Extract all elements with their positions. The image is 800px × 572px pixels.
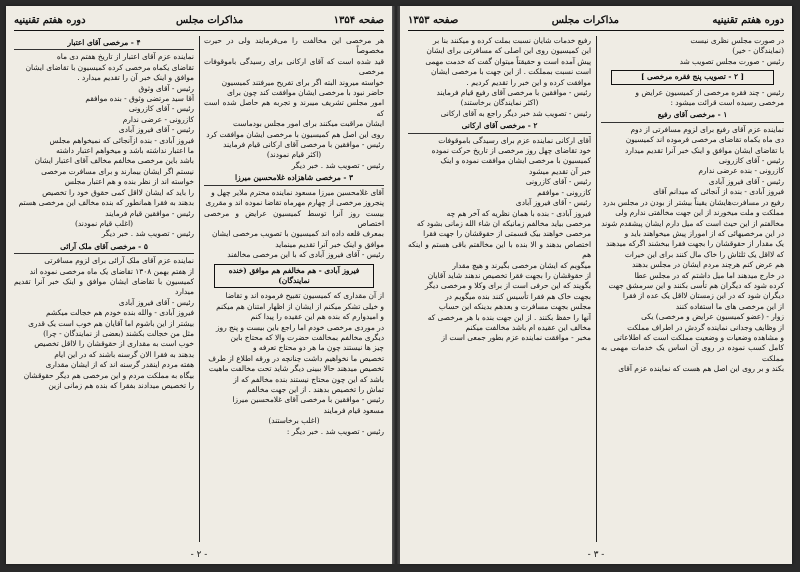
left-page-right-column	[204, 36, 384, 542]
text-line: کمیسیون با مرخصی ایشان موافقت نموده و اینک	[440, 156, 591, 166]
text-line: نماینده عزم آقای ملک آرائی برای لزوم مسافرتی	[44, 256, 194, 266]
text-line: این کمیسیون روی این اصلی که مسافرتی برای ایشان	[426, 46, 591, 56]
text-line: نماینده عزم آقای اعتبار از تاریخ هفتم دی ماه	[56, 52, 194, 62]
text-line: بدهند به فقرا الان گرسنه باشند که در این ایام	[54, 349, 194, 359]
text-line: است نسبت بمملکت . از این جهت با مرخصی ایشان	[431, 67, 591, 77]
text-line: هر مرخصی این مخالفت را می‌فرمایند ولی در حیرت مخصوصاً	[204, 36, 384, 56]
text-line: بیشتر از این باشوم اما آقایان هم خوب است یک قدری	[28, 318, 194, 328]
left-page-left-column	[14, 36, 194, 542]
text-line: مرخصی رسیده است قرائت میشود :	[670, 98, 784, 108]
text-line: رئیس - آقای کازرونی	[128, 104, 194, 114]
text-line: دیگران شود که در این زمستان لااقل یک عده از فقرا	[622, 291, 784, 301]
text-line: باشد باین مرخصی مخالفم مخالف آقای اعتبار ایشان	[34, 156, 194, 166]
text-line: از این مرخصی های ما استفاده کنند	[675, 301, 784, 311]
text-line: از هفتم بهمن ۱۳۰۸ تقاضای یک ماه مرخصی نموده اند	[29, 266, 194, 276]
section-heading: ۲ - مرخصی آقای ارکانی	[408, 121, 591, 133]
text-line: کازرونی - موافقم	[537, 187, 591, 197]
text-line: رئیس - تصویب شد . خبر دیگر	[291, 160, 384, 170]
left-session-title: دوره هفتم تقنینیه	[14, 14, 86, 26]
text-line: زوار - (عضو کمیسیون عرایض و مرخصی) یکی	[641, 312, 784, 322]
left-page-folio: - ۲ -	[190, 550, 208, 560]
text-line: روی این اصل هم کمیسیون با مرخصی ایشان موافقت کرد	[206, 129, 384, 139]
section-heading: ۵ - مرخصی آقای ملک آرائی	[14, 242, 194, 254]
text-line: پیش آمده است و حقیقتاً میتوان گفت که خدمت مهمی	[425, 56, 591, 66]
text-line: بمعرف قلعه داده اند کمیسیون با تصویب مرخصی ایشان	[212, 229, 384, 239]
text-line: رفیع خدمات شایان نسبت بملت کرده و میکنند بنا بر	[433, 36, 591, 45]
right-page-folio: - ۳ -	[587, 550, 605, 560]
text-line: رئیس - آقای فیروز آبادی	[118, 125, 194, 135]
text-line: ایشان مراقبت میکنند برای امور مجلس بودماست	[233, 119, 384, 129]
right-column-divider	[596, 36, 597, 542]
parenthetical-note: (اغلب برخاستند)	[268, 416, 320, 426]
boxed-heading: [ ۲ - تصویب پنج فقره مرخصی ]	[611, 70, 774, 84]
text-line: آقای ارکانی نماینده عزم برای رسیدگی باموقوفات	[438, 135, 591, 145]
left-page-number: صفحه ۱۳۵۴	[333, 14, 384, 26]
text-line: کازرونی - عرضی ندارم	[122, 114, 194, 124]
text-line: رئیس - آقای کازرونی	[718, 156, 784, 166]
book-gutter	[392, 6, 400, 564]
text-line: دی ماه یکماه تقاضای مرخصی فرموده اند کمیسیون	[625, 135, 784, 145]
text-line: رئیس - آقای فیروز آبادی	[515, 198, 591, 208]
text-line: (نمایندگان - خیر)	[732, 46, 784, 56]
left-journal-title: مذاکرات مجلس	[176, 14, 244, 26]
right-header-rule	[408, 30, 784, 31]
text-line: بجهت خاک هم فقرا تأسیس کنند بنده میگویم در	[445, 291, 591, 301]
text-line: بکند و بر روی این اصل هم هست که نماینده عزم آقای	[618, 364, 784, 374]
text-line: بدهند به فقرا همانطور که بنده مخالف این مرخصی هستم	[18, 198, 194, 208]
text-line: مخالف این عقیده ام باشد مخالفت میکنم	[465, 322, 591, 332]
text-line: و خیلی تشکر میکنم از ایشان از اظهار امتنان هم میکنم	[216, 301, 384, 311]
text-line: رئیس - تصویب شد . خبر دیگر :	[286, 426, 384, 436]
text-line: از وظایف وجدانی نماینده گردش در اطراف مملکت	[627, 322, 784, 332]
text-line: در موردی مرخصی خودم اما راجع باین بیست و پنج روز	[215, 322, 384, 332]
text-line: تخصیص میدهند حالا ببینی دیگر شاید تحت مخالفت ماهیت	[208, 364, 384, 374]
text-line: را باید که ایشان لااقل کمی حقوق خود را تخصیص	[42, 187, 194, 197]
text-line: بیگاه به مملکت مردم و این مرخصی هم دیگر حقوقشان	[23, 370, 194, 380]
text-line: رئیس - موافقین با مرخصی آقای رفیع قیام فرمایند	[436, 88, 591, 98]
text-line: موافق و اینک خبر آنرا تقدیم مینماید	[275, 239, 384, 249]
left-page	[6, 6, 392, 564]
text-line: خواسته میروند البته اگر برای تفریح میرفتند کمیسیون	[221, 77, 384, 87]
right-page-header	[408, 12, 784, 28]
text-line: موافق و اینک خبر آن را تقدیم میدارد .	[77, 73, 194, 83]
text-line: با تقاضای ایشان موافق و اینک خبر آنرا تقدیم میدارد	[625, 145, 784, 155]
text-line: مرخصی خواهند بیک قسمتی از حقوقشان را جهت فقرا	[423, 229, 591, 239]
text-line: رئیس - موافقین با مرخصی آقای ارکانی قیام فرمایند	[223, 140, 384, 150]
text-line: رفیع در مسافرت‌هایشان یقیناً بیشتر از بودن در مجلس بدرد	[602, 197, 784, 207]
parenthetical-note: (اکثر قیام نمودند)	[266, 150, 322, 160]
right-journal-title: مذاکرات مجلس	[551, 14, 619, 26]
right-page-number: صفحه ۱۳۵۳	[408, 14, 459, 26]
text-line: رئیس - آقای فیروز آبادی	[708, 176, 784, 186]
text-line: مجلس بجهت مسافرت و بعدهم بدینکه این حساب	[438, 302, 591, 312]
text-line: در صورت مجلس نظری نیست	[690, 36, 784, 45]
left-page-footer	[6, 550, 392, 560]
text-line: مملکت و ملت میخورند از این جهت مخالفتی ندارم ولی	[615, 208, 784, 218]
parenthetical-note: (اکثر نمایندگان برخاستند)	[460, 98, 539, 108]
text-line: رئیس - چند فقره مرخصی از کمیسیون عرایض و	[635, 87, 784, 97]
text-line: فیروز آبادی - بنده با همان نظریه که آخر هم چه	[446, 208, 591, 218]
text-line: رئیس - موافقین با مرخصی آقای غلامحسین میرزا	[232, 395, 384, 405]
text-line: رئیس - تصویب شد . خبر دیگر	[101, 229, 194, 239]
text-line: مخبر - موافقت نماینده عزم بطور جمعی است از	[441, 333, 591, 343]
right-page-left-column	[408, 36, 591, 542]
text-line: رئیس - آقای وثوق	[138, 83, 194, 93]
text-line: خبر آن تقدیم میشود	[529, 166, 591, 176]
text-line: رئیس - تصویب شد خبر دیگر راجع به آقای ارکانی	[440, 108, 591, 118]
text-line: امور مجلس تشریف میبرند و تجربه هم حاصل شده است که	[204, 98, 384, 118]
text-line: خود تقاضای چهل روز مرخصی از تاریخ حرکت نموده	[431, 146, 591, 156]
text-line: میگویم که ایشان مرخصی بگیرند و هیچ مقدار	[452, 260, 591, 270]
text-line: رئیس - آقای فیروز آبادی که با این مرخصی مخالفند	[227, 250, 384, 260]
text-line: تقاضای یکماه مرخصی کرده کمیسیون با تقاضای ایشان	[25, 62, 194, 72]
text-line: آقا سید مرتضی وثوق - بنده موافقم	[85, 94, 194, 104]
left-column-divider	[199, 36, 200, 542]
text-line: هم عرض کنم هرچند مردم ایشان در مجلس بدهند	[631, 260, 784, 270]
text-line: آقای غلامحسین میرزا مسعود نماینده محترم ملایر چهل و	[211, 187, 384, 197]
text-line: در خارج میدهند اما میل داشتم که در مجلس عطا	[634, 270, 784, 280]
text-line: حاضر نبود با مرخصی ایشان موافقت کند چون برای	[226, 88, 384, 98]
text-line: تماش را تخصیص بدهند . از این جهت مخالفم	[246, 385, 384, 394]
text-line: هفته مردم اینقدر گرسنه اند که از ایشان مقداری	[45, 360, 194, 370]
text-line: و مشاهده وضعیات و وضعیت مملکت است که اطلاعاتی	[613, 332, 784, 342]
text-line: دیگری مخالفم بمخالفت حضرت والا که محتاج باین	[230, 332, 384, 342]
text-line: مسعود قیام فرمایند	[323, 405, 384, 415]
text-line: موافقت کرده و این خبر را تقدیم کردیم .	[466, 77, 591, 87]
right-page-right-column	[601, 36, 784, 542]
text-line: در این مرخصیهائی که از اموراز پیش میخواهند باید و	[624, 228, 784, 238]
text-line: رئیس - موافقین قیام فرمایند	[105, 208, 194, 218]
text-line: و امیدوارم که بنده هم این عقیده را پیدا کنم	[250, 312, 384, 322]
text-line: بگویند که این حرفی است از برای وکلا و مرخصی دیگر	[424, 281, 591, 291]
text-line: کازرونی - بنده عرضی ندارم	[698, 166, 784, 176]
text-line: یک مقدار از حقوقشان را بجهت فقرا ببخشند اگرکه میدهند	[605, 239, 784, 249]
text-line: چیز ها نیستند چون ما هر دو محتاج تعرفه و	[253, 343, 384, 353]
text-line: اختصاص بدهند و الا بنده با این مخالفتم باقی هستم و اینکه هم	[408, 239, 591, 260]
right-session-title: دوره هفتم تقنینیه	[712, 14, 784, 26]
text-line: که لااقل یک ثلثاش را خاک مال کنند برای این خیرات	[624, 249, 784, 259]
right-page	[400, 6, 792, 564]
text-line: قید شده است که آقای ارکانی برای رسیدگی باموقوفات مرخصی	[204, 56, 384, 77]
text-line: باشد که این چون محتاج نیستند بنده مخالفم که از	[233, 374, 384, 384]
text-line: رئیس - صورت مجلس تصویب شد	[679, 56, 784, 66]
text-line: بیست روز آنرا توسط کمیسیون عرایض و مرخصی اختصاص	[204, 208, 384, 228]
text-line: کمیسیون با تقاضای ایشان موافق و اینک خبر آنرا تقدیم میدارد	[14, 276, 194, 297]
text-line: مثل من خجالت بکشند (بعضی از نمایندگان - چرا)	[43, 328, 194, 338]
text-line: رئیس - آقای کازرونی	[525, 177, 591, 187]
text-line: فیروز آبادی - بنده از آنجائی که میدانم آقای	[653, 187, 784, 197]
text-line: خوب است به مقداری از حقوقشان را لااقل تخصیص	[34, 339, 194, 349]
left-page-header	[14, 12, 384, 28]
text-line: نیستم اگر ایشان بیمارند و برای مسافرت مرخصی	[41, 166, 194, 176]
boxed-heading: فیروز آبادی - هم مخالفم هم موافق (خنده نمایندگان)	[214, 264, 374, 289]
parenthetical-note: (اغلب قیام نمودند)	[74, 218, 134, 228]
section-heading: ۳ - مرخصی شاهزاده غلامحسین میرزا	[204, 173, 384, 185]
text-line: نماینده عزم آقای رفیع برای لزوم مسافرتی از دوم	[630, 124, 784, 134]
text-line: مخالفتم از این حیث است که میل دارم ایشان پیشقدم شوند	[601, 218, 784, 228]
text-line: فیروز آبادی - والله بنده خودم هم خجالت میکشم	[46, 308, 194, 318]
text-line: کامل کسب نموده در روی آن اساس یک خدمات مهمی به مملکت	[601, 343, 784, 363]
text-line: فیروز آبادی - بنده ازآنجائی که نمیخواهم مجلس	[49, 135, 194, 145]
text-line: از آن مقداری که کمیسیون تقبیح فرموده اند و تقاضا	[225, 291, 384, 301]
text-line: ما اعتبار نداشته باشد و میخواهم اعتبار داشته	[56, 146, 194, 156]
text-line: را تخصیص میدادند بفقرا که بنده هم زمانی ازین	[48, 381, 194, 390]
section-heading: ۴ - مرخصی آقای اعتبار	[14, 38, 194, 50]
left-header-rule	[14, 30, 384, 31]
text-line: از حقوقشان را بجهت فقرا تخصیص ندهند شاید آقایان	[427, 270, 591, 280]
text-line: آنها را حفظ بکنند . از این جهت بنده با هر مرخصی که	[427, 312, 591, 322]
text-line: پنجروز مرخصی از چهارم مهرماه تقاضا نموده اند و مقرری	[205, 198, 384, 208]
right-page-footer	[400, 550, 792, 560]
text-line: کرده شود که دیگران هم تأسی بکنند و این سرمشق جهت	[608, 280, 784, 290]
section-heading: ۱ - مرخصی آقای رفیع	[601, 110, 784, 122]
text-line: مرخصی بیاید مخالفم زمانیکه ان شاء الله زمانی بشود که	[416, 218, 591, 228]
text-line: تخصیص ما نخواهیم داشت چنانچه در ورقه اطلاع از طرف	[208, 353, 384, 363]
text-line: رئیس - آقای فیروز آبادی	[118, 297, 194, 307]
text-line: خواسته اند از نظر بنده و هم اعتبار مجلس	[64, 177, 194, 187]
